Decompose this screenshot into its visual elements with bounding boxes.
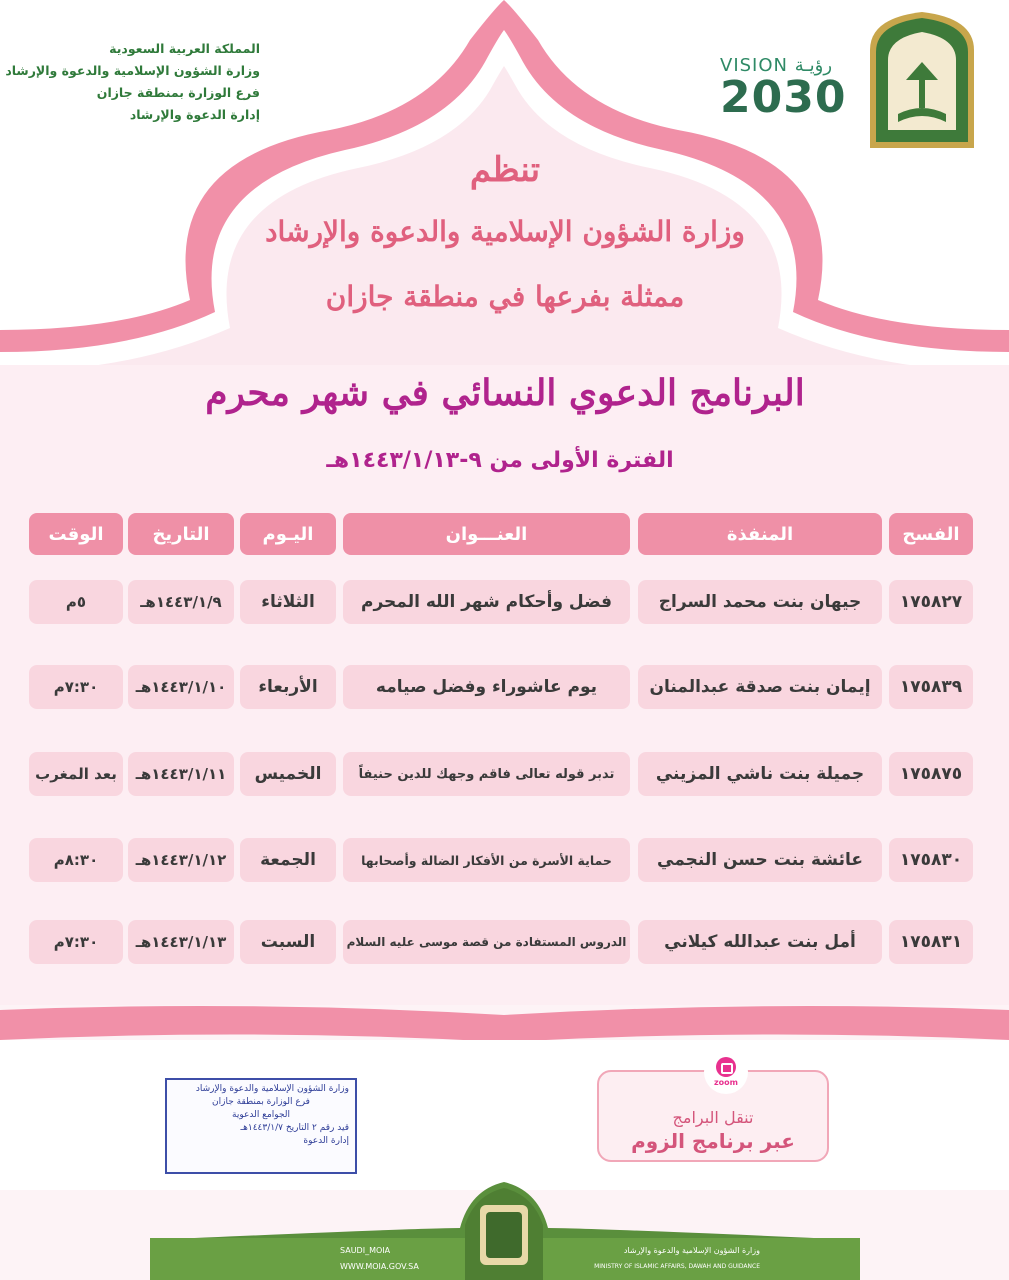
header-time: الوقت [29,513,123,555]
organizes-heading: تنظم [469,150,541,190]
row1-title: فضل وأحكام شهر الله المحرم [343,580,630,624]
row1-date: ١٤٤٣/١/٩هـ [128,580,234,624]
footer-ministry-ar: وزارة الشؤون الإسلامية والدعوة والإرشاد [623,1246,760,1255]
row2-date: ١٤٤٣/١/١٠هـ [128,665,234,709]
zoom-line-1: تنقل البرامج [672,1108,754,1127]
header-day: اليـوم [240,513,336,555]
ministry-line: المملكة العربية السعودية [109,41,260,56]
row2-presenter: إيمان بنت صدقة عبدالمنان [638,665,882,709]
official-stamp [165,1078,357,1174]
branch-heading: ممثلة بفرعها في منطقة جازان [325,280,685,313]
row5-date: ١٤٤٣/١/١٣هـ [128,920,234,964]
vision-word-ar: رؤيـة [794,55,833,76]
row4-title: حماية الأسرة من الأفكار الضالة وأصحابها [343,838,630,882]
footer-ministry-en: MINISTRY OF ISLAMIC AFFAIRS, DAWAH AND GUIDANCE [594,1263,760,1270]
row2-time: ٧:٣٠م [29,665,123,709]
stamp-line: فرع الوزارة بمنطقة جازان [212,1097,310,1107]
row2-title: يوم عاشوراء وفضل صيامه [343,665,630,709]
stamp-line: إدارة الدعوة [303,1136,349,1146]
stamp-line: وزارة الشؤون الإسلامية والدعوة والإرشاد [195,1084,349,1094]
row2-room: ١٧٥٨٣٩ [889,665,973,709]
row3-day: الخميس [240,752,336,796]
row3-presenter: جميلة بنت ناشي المزيني [638,752,882,796]
header-date: التاريخ [128,513,234,555]
row4-day: الجمعة [240,838,336,882]
row4-room: ١٧٥٨٣٠ [889,838,973,882]
program-title: البرنامج الدعوي النسائي في شهر محرم [205,372,805,414]
vision-word: VISION [720,55,788,76]
ministry-line: وزارة الشؤون الإسلامية والدعوة والإرشاد [5,63,260,78]
zoom-badge-label: zoom [714,1078,738,1087]
zoom-line-2: عبر برنامج الزوم [631,1129,795,1153]
header-room: الفسح [889,513,973,555]
footer-handle: SAUDI_MOIA [340,1246,391,1255]
row1-room: ١٧٥٨٢٧ [889,580,973,624]
row3-time: بعد المغرب [29,752,123,796]
row3-title: تدبر قوله تعالى فاقم وجهك للدين حنيفاً [343,752,630,796]
stamp-line: الجوامع الدعوية [232,1110,290,1120]
zoom-camera-icon [716,1057,736,1077]
row5-day: السبت [240,920,336,964]
ministry-info-block [5,38,260,126]
header-presenter: المنفذة [638,513,882,555]
vision-year: 2030 [720,72,847,123]
row5-presenter: أمل بنت عبدالله كيلاني [638,920,882,964]
row2-day: الأربعاء [240,665,336,709]
row1-time: ٥م [29,580,123,624]
ministry-heading: وزارة الشؤون الإسلامية والدعوة والإرشاد [265,215,745,248]
zoom-badge [704,1050,748,1094]
period-subtitle: الفترة الأولى من ٩-١٤٤٣/١/١٣هـ [326,448,674,473]
stamp-line: قيد رقم ٢ التاريخ ١٤٤٣/١/٧هـ [240,1123,349,1133]
footer-website: WWW.MOIA.GOV.SA [340,1262,419,1271]
moia-emblem-icon [866,10,978,148]
header-title: العنـــوان [343,513,630,555]
row5-title: الدروس المستفادة من قصة موسى عليه السلام [343,920,630,964]
row3-date: ١٤٤٣/١/١١هـ [128,752,234,796]
row1-presenter: جيهان بنت محمد السراج [638,580,882,624]
row5-time: ٧:٣٠م [29,920,123,964]
row1-day: الثلاثاء [240,580,336,624]
row5-room: ١٧٥٨٣١ [889,920,973,964]
row4-date: ١٤٤٣/١/١٢هـ [128,838,234,882]
ministry-line: فرع الوزارة بمنطقة جازان [96,85,260,100]
row3-room: ١٧٥٨٧٥ [889,752,973,796]
ministry-line: إدارة الدعوة والإرشاد [129,107,260,122]
row4-time: ٨:٣٠م [29,838,123,882]
row4-presenter: عائشة بنت حسن النجمي [638,838,882,882]
vision-2030-logo [720,55,855,125]
